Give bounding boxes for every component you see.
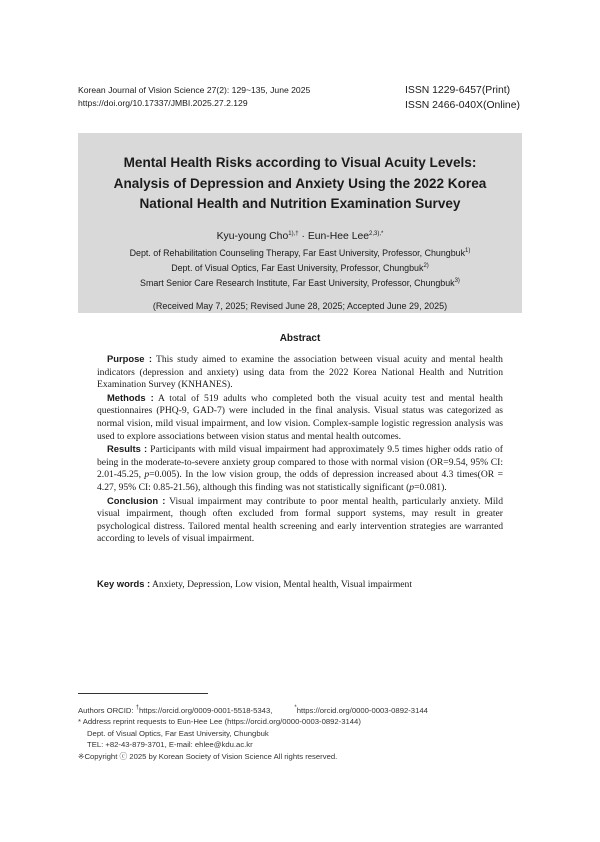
p-value-symbol-2: p xyxy=(409,481,415,493)
methods-label: Methods : xyxy=(107,391,154,403)
abstract-conclusion xyxy=(97,495,503,546)
keywords-label: Key words : xyxy=(97,578,151,589)
affiliation-3-sup: 3) xyxy=(454,277,460,284)
footnotes xyxy=(78,705,538,762)
author-2-sup: 2,3),* xyxy=(369,230,384,237)
results-text-3: =0.081). xyxy=(414,481,447,493)
author-list xyxy=(78,230,522,244)
conclusion-text: Visual impairment may contribute to poor mental health, particularly anxiety. Mild visual impairment, though often excluded from formal support systems, may result in greater psychological distress. Tailored mental health screening and early intervention strategies are warranted according to levels of visual impairment. xyxy=(97,495,503,545)
keywords xyxy=(97,578,503,590)
title-box xyxy=(78,133,522,313)
orcid-line xyxy=(78,705,538,716)
received-dates: (Received May 7, 2025; Revised June 28, 2025; Accepted June 29, 2025) xyxy=(152,300,448,311)
affiliation-1 xyxy=(78,246,522,261)
affiliation-2-sup: 2) xyxy=(423,262,429,269)
address-line: * Address reprint requests to Eun-Hee Lee (https://orcid.org/0000-0003-0892-3144) xyxy=(78,717,361,727)
doi-link[interactable]: https://doi.org/10.17337/JMBI.2025.27.2.129 xyxy=(78,97,248,108)
conclusion-label: Conclusion : xyxy=(107,494,166,506)
results-label: Results : xyxy=(107,443,148,455)
title-line-2: Analysis of Depression and Anxiety Using the 2022 Korea xyxy=(113,175,487,191)
methods-text: A total of 519 adults who completed both the visual acuity test and mental health questionnaires (PHQ-9, GAD-7) were included in the final analysis. Visual status was categorized as normal vision, mild visual impairment, and low vision. Complex-sample logistic regression analysis was used to explore associations between vision status and mental health outcomes. xyxy=(97,392,503,442)
journal-citation: Korean Journal of Vision Science 27(2): 129~135, June 2025 xyxy=(78,85,311,95)
affiliation-1-text: Dept. of Rehabilitation Counseling Therapy, Far East University, Professor, Chungbuk xyxy=(129,247,466,258)
purpose-label: Purpose : xyxy=(107,353,152,364)
issn-block xyxy=(405,83,520,113)
results-text-2: =0.005). In the low vision group, the odds of depression increased about 4.3 times(OR = 4.27, 95% CI: 0.85-21.56), although this finding was not statistically significant ( xyxy=(97,469,503,493)
orcid-2-sup: * xyxy=(294,705,297,711)
abstract-purpose xyxy=(97,353,503,392)
abstract-methods xyxy=(97,392,503,443)
keywords-text: Anxiety, Depression, Low vision, Mental health, Visual impairment xyxy=(150,579,413,590)
dept-line: Dept. of Visual Optics, Far East University, Chungbuk xyxy=(87,728,269,738)
purpose-text: This study aimed to examine the association between visual acuity and mental health indicators (depression and anxiety) using data from the 2022 Korea National Health and Nutrition Examination Survey (KNHANES). xyxy=(97,354,503,391)
p-value-symbol-1: p xyxy=(144,469,150,481)
affiliation-2-text: Dept. of Visual Optics, Far East University, Professor, Chungbuk xyxy=(171,262,424,273)
contact-line: TEL: +82-43-879-3701, E-mail: ehlee@kdu.ac.kr xyxy=(87,740,253,750)
author-separator: · xyxy=(298,230,308,242)
abstract-results xyxy=(97,443,503,494)
title-line-3: National Health and Nutrition Examination Survey xyxy=(139,196,461,211)
paper-title xyxy=(78,153,522,215)
orcid-1-link[interactable]: https://orcid.org/0009-0001-5518-5343, xyxy=(139,706,273,715)
affiliations xyxy=(78,246,522,291)
affiliation-2 xyxy=(78,261,522,276)
affiliation-1-sup: 1) xyxy=(465,247,471,254)
footnote-divider xyxy=(78,693,208,694)
copyright-line: ※Copyright ⓒ 2025 by Korean Society of Vision Science All rights reserved. xyxy=(78,751,338,761)
author-1-sup: 1),† xyxy=(288,230,299,237)
author-2-name: Eun-Hee Lee xyxy=(307,230,370,242)
issn-print: ISSN 1229-6457(Print) xyxy=(405,85,511,96)
results-text-1: Participants with mild visual impairment had approximately 9.5 times higher odds ratio of being in the moderate-to-severe anxiety group compared to those with normal vision (OR=9.54, 95% CI: 2.01-45.25, xyxy=(97,444,503,481)
journal-header xyxy=(78,84,310,109)
orcid-1-sup: † xyxy=(135,705,140,711)
orcid-label: Authors ORCID: xyxy=(78,706,136,715)
abstract-heading: Abstract xyxy=(279,333,321,344)
title-line-1: Mental Health Risks according to Visual Acuity Levels: xyxy=(123,155,477,170)
issn-online: ISSN 2466-040X(Online) xyxy=(405,100,520,111)
abstract-body xyxy=(97,353,503,546)
orcid-2-link[interactable]: https://orcid.org/0000-0003-0892-3144 xyxy=(296,706,428,715)
affiliation-3-text: Smart Senior Care Research Institute, Far East University, Professor, Chungbuk xyxy=(140,277,455,288)
affiliation-3 xyxy=(78,276,522,291)
author-1-name: Kyu-young Cho xyxy=(216,230,289,242)
